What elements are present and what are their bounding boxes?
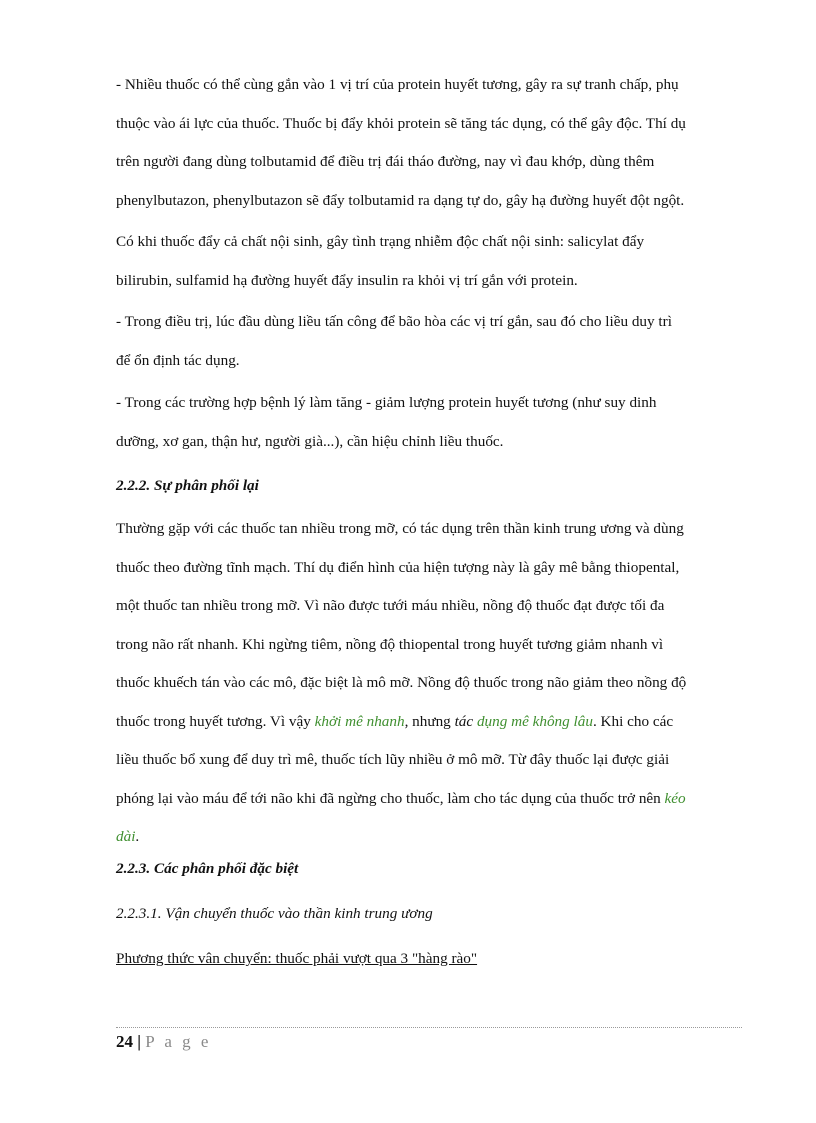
page-number: 24: [116, 1032, 133, 1051]
text-line: liều thuốc bổ xung để duy trì mê, thuốc tích lũy nhiều ở mô mỡ. Từ đây thuốc lại được giải: [116, 751, 670, 768]
text-line: thuốc khuếch tán vào các mô, đặc biệt là mô mỡ. Nồng độ thuốc trong não giảm theo nồng độ: [116, 674, 687, 691]
text-line: một thuốc tan nhiều trong mỡ. Vì não được tưới máu nhiều, nồng độ thuốc đạt được tối đa: [116, 597, 665, 614]
page-footer: [116, 1030, 211, 1054]
paragraph-loading-dose: [116, 303, 746, 380]
paragraph-endogenous-displacement: [116, 223, 746, 300]
text-run: phóng lại vào máu để tới não khi đã ngừng cho thuốc, làm cho tác dụng của thuốc trở nên: [116, 789, 665, 807]
section-heading-redistribution: 2.2.2. Sự phân phối lại: [116, 477, 259, 494]
text-line: để ổn định tác dụng.: [116, 351, 240, 369]
italic-run: tác: [454, 712, 477, 730]
underlined-text: Phương thức vân chuyển: thuốc phải vượt qua 3 "hàng rào": [116, 950, 478, 967]
text-line: thuốc theo đường tĩnh mạch. Thí dụ điển hình của hiện tượng này là gây mê bằng thiopental,: [116, 558, 680, 576]
text-line: phenylbutazon, phenylbutazon sẽ đẩy tolbutamid ra dạng tự do, gây hạ đường huyết đột ngột.: [116, 191, 685, 209]
text-line: dưỡng, xơ gan, thận hư, người già...), cần hiệu chỉnh liều thuốc.: [116, 432, 504, 450]
text-run: . Khi cho các: [592, 712, 674, 730]
footer-divider: [116, 1027, 742, 1028]
paragraph-redistribution: [116, 510, 746, 857]
emphasis-short-effect: dụng mê không lâu: [476, 712, 593, 730]
text-line: trên người đang dùng tolbutamid để điều trị đái tháo đường, nay vì đau khớp, dùng thêm: [116, 153, 655, 170]
text-line: Thường gặp với các thuốc tan nhiều trong mỡ, có tác dụng trên thần kinh trung ương và dùng: [116, 520, 684, 537]
transport-method-line: [116, 940, 746, 979]
text-line-with-emphasis: [116, 703, 746, 742]
text-line: thuộc vào ái lực của thuốc. Thuốc bị đẩy khỏi protein sẽ tăng tác dụng, có thể gây độc. Thí dụ: [116, 114, 686, 132]
footer-separator: |: [137, 1032, 141, 1051]
text-line: - Trong các trường hợp bệnh lý làm tăng - giảm lượng protein huyết tương (như suy dinh: [116, 394, 657, 411]
emphasis-prolonged: kéo: [664, 789, 686, 807]
page-label: P a g e: [145, 1032, 212, 1051]
text-run: .: [135, 828, 140, 845]
text-run: thuốc trong huyết tương. Vì vậy: [116, 712, 315, 730]
text-line: - Nhiều thuốc có thể cùng gắn vào 1 vị trí của protein huyết tương, gây ra sự tranh chấp, phụ: [116, 76, 679, 93]
text-line: trong não rất nhanh. Khi ngừng tiêm, nồng độ thiopental trong huyết tương giảm nhanh vì: [116, 635, 664, 653]
subsection-heading-cns-transport: 2.2.3.1. Vận chuyển thuốc vào thần kinh trung ương: [116, 905, 433, 922]
text-run: , nhưng: [404, 712, 455, 730]
text-line-with-emphasis: [116, 780, 746, 819]
text-line: bilirubin, sulfamid hạ đường huyết đẩy insulin ra khỏi vị trí gắn với protein.: [116, 271, 578, 289]
section-heading-special-distribution: 2.2.3. Các phân phối đặc biệt: [116, 860, 299, 877]
paragraph-protein-binding-competition: [116, 66, 746, 220]
emphasis-prolonged-cont: dài: [116, 828, 136, 845]
text-line: - Trong điều trị, lúc đầu dùng liều tấn công để bão hòa các vị trí gắn, sau đó cho liều duy trì: [116, 313, 672, 330]
text-line: Có khi thuốc đẩy cả chất nội sinh, gây tình trạng nhiễm độc chất nội sinh: salicylat đẩy: [116, 233, 645, 250]
emphasis-fast-induction: khởi mê nhanh: [314, 712, 405, 730]
paragraph-dose-adjustment: [116, 384, 746, 461]
